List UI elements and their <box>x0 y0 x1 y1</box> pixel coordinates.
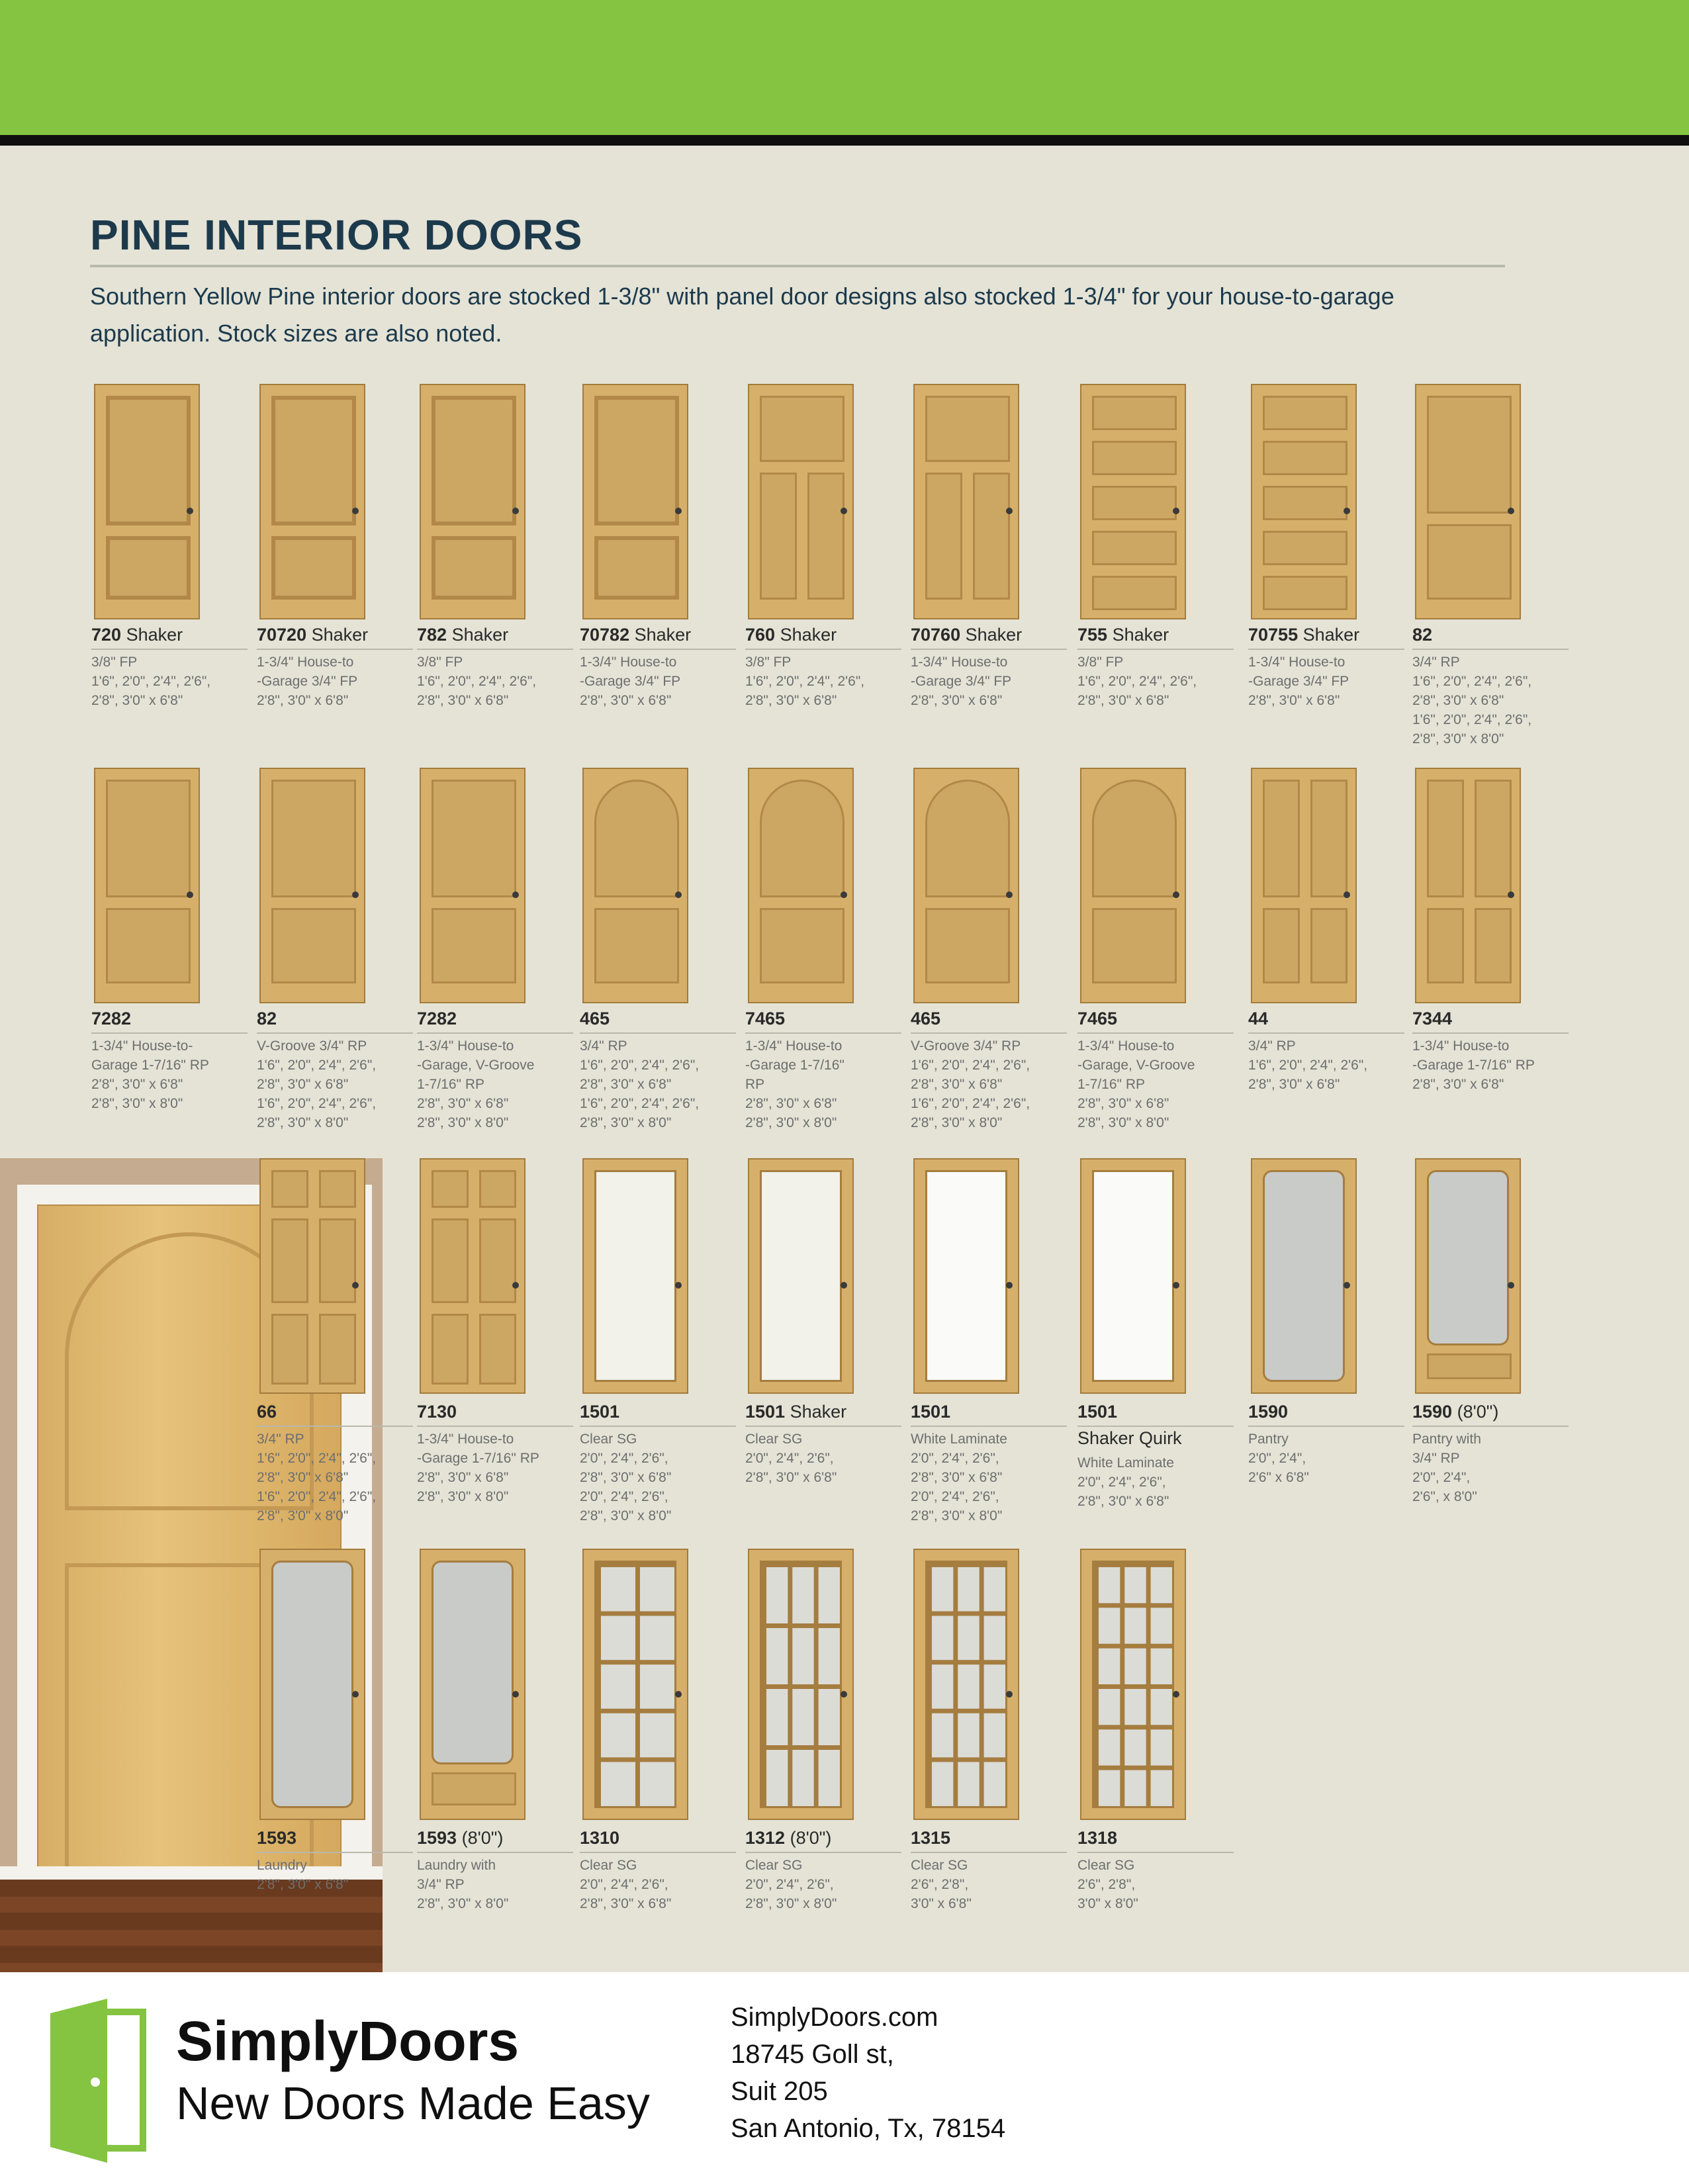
door-divider <box>1248 649 1404 650</box>
door-model <box>257 1402 416 1422</box>
door-image <box>420 768 525 1003</box>
door-divider <box>745 1426 901 1427</box>
door-model <box>911 625 1070 645</box>
door-divider <box>257 1032 413 1034</box>
door-specs: 1-3/4" House-to -Garage 1-7/16" RP 2'8", 3'0" x 6'8" 2'8", 3'0" x 8'0" <box>417 1432 539 1504</box>
door-model <box>257 625 416 645</box>
door-specs: White Laminate 2'0", 2'4", 2'6", 2'8", 3'0" x 6'8" 2'0", 2'4", 2'6", 2'8", 3'0" x 8'0" <box>911 1432 1007 1524</box>
door-subtitle: Shaker Quirk <box>1077 1428 1182 1448</box>
door-specs: Clear SG 2'6", 2'8", 3'0" x 8'0" <box>1077 1858 1138 1911</box>
door-specs: Clear SG 2'0", 2'4", 2'6", 2'8", 3'0" x 6'8" <box>580 1858 672 1911</box>
door-model-suffix: Shaker <box>965 625 1023 645</box>
title-divider <box>90 265 1505 267</box>
door-image <box>582 384 688 619</box>
door-divider <box>911 649 1067 650</box>
door-image <box>1415 1158 1521 1394</box>
door-model-number: 70720 <box>257 625 307 645</box>
page-title: PINE INTERIOR DOORS <box>90 211 583 259</box>
door-specs: 1-3/4" House-to -Garage 1-7/16" RP 2'8", 3'0" x 6'8" <box>1412 1038 1535 1092</box>
door-image <box>259 1158 365 1394</box>
door-divider <box>1077 649 1234 650</box>
door-specs: V-Groove 3/4" RP 1'6", 2'0", 2'4", 2'6", 2'8", 3'0" x 6'8" 1'6", 2'0", 2'4", 2'6", 2'8", 3'0" x 8'0" <box>911 1038 1030 1130</box>
door-specs: 3/4" RP 1'6", 2'0", 2'4", 2'6", 2'8", 3'0" x 6'8" <box>1248 1038 1368 1092</box>
door-specs: 1-3/4" House-to -Garage 3/4" FP 2'8", 3'0" x 6'8" <box>580 655 681 708</box>
door-image <box>582 768 688 1003</box>
door-specs: Clear SG 2'0", 2'4", 2'6", 2'8", 3'0" x 6'8" <box>745 1432 837 1485</box>
door-image <box>913 1158 1019 1394</box>
door-image <box>582 1549 688 1820</box>
door-model-number: 1312 <box>745 1828 786 1848</box>
door-specs: V-Groove 3/4" RP 1'6", 2'0", 2'4", 2'6", 2'8", 3'0" x 6'8" 1'6", 2'0", 2'4", 2'6", 2'8", 3'0" x 8'0" <box>257 1038 377 1130</box>
door-model-suffix: Shaker <box>634 625 692 645</box>
door-model-number: 7465 <box>745 1009 786 1028</box>
top-green-band <box>0 0 1689 135</box>
door-model-number: 755 <box>1077 625 1108 645</box>
door-model <box>91 1009 250 1029</box>
door-specs: 1-3/4" House-to- Garage 1-7/16" RP 2'8", 3'0" x 6'8" 2'8", 3'0" x 8'0" <box>91 1038 209 1111</box>
door-model-number: 70755 <box>1248 625 1299 645</box>
door-model-number: 82 <box>1412 625 1433 645</box>
door-model <box>745 625 904 645</box>
intro-paragraph: Southern Yellow Pine interior doors are stocked 1-3/8" with panel door designs also stocked 1-3/4" for your house-to-garage application. Stock sizes are also noted. <box>90 283 1394 347</box>
door-model-suffix: Shaker <box>1112 625 1169 645</box>
door-model-suffix: (8'0") <box>1457 1402 1499 1422</box>
door-divider <box>745 649 901 650</box>
door-model <box>417 1828 576 1848</box>
door-specs: Laundry with 3/4" RP 2'8", 3'0" x 8'0" <box>417 1858 509 1911</box>
door-image <box>748 768 854 1003</box>
door-model-suffix: Shaker <box>790 1402 847 1422</box>
door-model-suffix: Shaker <box>451 625 509 645</box>
door-model-number: 70782 <box>580 625 630 645</box>
door-model-number: 782 <box>417 625 447 645</box>
door-model <box>257 1828 416 1848</box>
address-street: 18745 Goll st, <box>731 2040 894 2069</box>
door-divider <box>580 1852 736 1853</box>
door-specs: 1-3/4" House-to -Garage 3/4" FP 2'8", 3'0" x 6'8" <box>911 655 1012 708</box>
address-suite: Suit 205 <box>731 2077 828 2106</box>
door-model-suffix: Shaker <box>311 625 369 645</box>
door-model <box>580 1402 739 1422</box>
door-specs: 3/4" RP 1'6", 2'0", 2'4", 2'6", 2'8", 3'0" x 6'8" 1'6", 2'0", 2'4", 2'6", 2'8", 3'0" x 8'0" <box>257 1432 377 1524</box>
door-model-number: 1315 <box>911 1828 951 1848</box>
door-image <box>1415 768 1521 1003</box>
website-link[interactable]: SimplyDoors.com <box>731 2003 938 2032</box>
door-model <box>1077 1402 1236 1422</box>
door-divider <box>911 1032 1067 1034</box>
door-model <box>745 1009 904 1029</box>
door-image <box>420 1549 525 1820</box>
door-model <box>580 1009 739 1029</box>
door-model <box>1412 1402 1571 1422</box>
door-model-suffix: (8'0") <box>790 1828 832 1848</box>
door-image <box>748 384 854 619</box>
door-divider <box>1248 1032 1404 1034</box>
address-city: San Antonio, Tx, 78154 <box>731 2114 1006 2143</box>
door-model <box>417 1009 576 1029</box>
door-logo-icon <box>46 1997 152 2163</box>
door-specs: Clear SG 2'0", 2'4", 2'6", 2'8", 3'0" x 6'8" 2'0", 2'4", 2'6", 2'8", 3'0" x 8'0" <box>580 1432 672 1524</box>
door-image <box>420 384 525 619</box>
door-specs: 3/4" RP 1'6", 2'0", 2'4", 2'6", 2'8", 3'0" x 6'8" 1'6", 2'0", 2'4", 2'6", 2'8", 3'0" x 8'0" <box>580 1038 700 1130</box>
door-image <box>94 768 200 1003</box>
door-model <box>417 1402 576 1422</box>
top-black-rule <box>0 135 1689 146</box>
door-specs: Pantry 2'0", 2'4", 2'6" x 6'8" <box>1248 1432 1309 1485</box>
door-image <box>259 384 365 619</box>
door-divider <box>911 1426 1067 1427</box>
door-divider <box>257 1426 413 1427</box>
door-model <box>257 1009 416 1029</box>
door-image <box>913 384 1019 619</box>
door-model <box>91 625 250 645</box>
door-image <box>1080 1549 1186 1820</box>
door-model-number: 7282 <box>91 1009 132 1028</box>
door-model-number: 66 <box>257 1402 277 1422</box>
door-divider <box>1412 1032 1569 1034</box>
door-divider <box>580 1032 736 1034</box>
door-model <box>1248 1009 1407 1029</box>
door-divider <box>91 1032 248 1034</box>
door-divider <box>1077 1032 1234 1034</box>
door-model <box>911 1009 1070 1029</box>
door-image <box>1080 384 1186 619</box>
door-image <box>913 1549 1019 1820</box>
door-specs: White Laminate 2'0", 2'4", 2'6", 2'8", 3'0" x 6'8" <box>1077 1455 1174 1509</box>
door-divider <box>1077 1852 1234 1853</box>
door-model-number: 82 <box>257 1009 277 1028</box>
door-model-number: 70760 <box>911 625 961 645</box>
door-model-number: 1593 <box>257 1828 297 1848</box>
door-model-number: 7130 <box>417 1402 457 1422</box>
door-image <box>1251 768 1357 1003</box>
door-model <box>1077 625 1236 645</box>
door-divider <box>417 1032 573 1034</box>
door-image <box>748 1549 854 1820</box>
door-specs: 3/8" FP 1'6", 2'0", 2'4", 2'6", 2'8", 3'0" x 6'8" <box>91 655 211 708</box>
door-image <box>1251 1158 1357 1394</box>
door-image <box>748 1158 854 1394</box>
door-model-number: 1590 <box>1248 1402 1289 1422</box>
door-image <box>1080 1158 1186 1394</box>
door-specs: 1-3/4" House-to -Garage 3/4" FP 2'8", 3'0" x 6'8" <box>257 655 358 708</box>
door-model <box>1412 625 1571 645</box>
door-specs: Pantry with 3/4" RP 2'0", 2'4", 2'6", x 8'0" <box>1412 1432 1481 1504</box>
door-model <box>417 625 576 645</box>
door-model-number: 720 <box>91 625 122 645</box>
door-image <box>1415 384 1521 619</box>
door-model-number: 7282 <box>417 1009 457 1028</box>
door-model-number: 760 <box>745 625 776 645</box>
door-model-number: 1501 <box>1077 1402 1118 1422</box>
door-image <box>259 1549 365 1820</box>
door-model-number: 1501 <box>580 1402 620 1422</box>
door-specs: Clear SG 2'0", 2'4", 2'6", 2'8", 3'0" x 8'0" <box>745 1858 837 1911</box>
door-specs: 1-3/4" House-to -Garage, V-Groove 1-7/16" RP 2'8", 3'0" x 6'8" 2'8", 3'0" x 8'0" <box>417 1038 535 1130</box>
door-model <box>911 1402 1070 1422</box>
door-specs: 1-3/4" House-to -Garage 3/4" FP 2'8", 3'0" x 6'8" <box>1248 655 1349 708</box>
door-model-number: 7465 <box>1077 1009 1118 1028</box>
door-divider <box>1248 1426 1404 1427</box>
door-image <box>1251 384 1357 619</box>
door-model-number: 44 <box>1248 1009 1269 1028</box>
door-model-number: 1590 <box>1412 1402 1453 1422</box>
door-model-number: 1593 <box>417 1828 457 1848</box>
brand-tagline: New Doors Made Easy <box>176 2077 650 2129</box>
door-divider <box>1077 1426 1234 1427</box>
door-model <box>911 1828 1070 1848</box>
door-specs: 1-3/4" House-to -Garage 1-7/16" RP 2'8", 3'0" x 6'8" 2'8", 3'0" x 8'0" <box>745 1038 844 1130</box>
door-divider <box>417 649 573 650</box>
door-model <box>1412 1009 1571 1029</box>
door-divider <box>911 1852 1067 1853</box>
door-model <box>745 1402 904 1422</box>
door-divider <box>745 1852 901 1853</box>
door-model-number: 1501 <box>745 1402 786 1422</box>
door-specs: 3/8" FP 1'6", 2'0", 2'4", 2'6", 2'8", 3'0" x 6'8" <box>417 655 537 708</box>
door-divider <box>257 649 413 650</box>
door-model <box>580 625 739 645</box>
door-image <box>913 768 1019 1003</box>
door-model-suffix: Shaker <box>780 625 837 645</box>
door-divider <box>745 1032 901 1034</box>
door-model <box>745 1828 904 1848</box>
door-model-number: 7344 <box>1412 1009 1453 1028</box>
door-model <box>1077 1828 1236 1848</box>
door-divider <box>580 649 736 650</box>
door-image <box>94 384 200 619</box>
door-divider <box>580 1426 736 1427</box>
door-image <box>259 768 365 1003</box>
door-model-number: 1318 <box>1077 1828 1118 1848</box>
door-specs: 3/8" FP 1'6", 2'0", 2'4", 2'6", 2'8", 3'0" x 6'8" <box>745 655 865 708</box>
door-specs: Laundry 2'8", 3'0" x 6'8" <box>257 1858 349 1892</box>
door-divider <box>417 1426 573 1427</box>
door-model <box>1248 625 1407 645</box>
door-divider <box>1412 649 1569 650</box>
door-model <box>1077 1009 1236 1029</box>
door-model-suffix: Shaker <box>1302 625 1360 645</box>
door-specs: 1-3/4" House-to -Garage, V-Groove 1-7/16" RP 2'8", 3'0" x 6'8" 2'8", 3'0" x 8'0" <box>1077 1038 1195 1130</box>
door-model-number: 465 <box>580 1009 610 1028</box>
door-model-number: 1310 <box>580 1828 620 1848</box>
door-specs: 3/8" FP 1'6", 2'0", 2'4", 2'6", 2'8", 3'0" x 6'8" <box>1077 655 1197 708</box>
door-model-number: 1501 <box>911 1402 951 1422</box>
brand-name: SimplyDoors <box>176 2010 520 2072</box>
door-model <box>580 1828 739 1848</box>
door-model-suffix: (8'0") <box>461 1828 504 1848</box>
door-divider <box>1412 1426 1569 1427</box>
door-specs: Clear SG 2'6", 2'8", 3'0" x 6'8" <box>911 1858 972 1911</box>
door-specs: 3/4" RP 1'6", 2'0", 2'4", 2'6", 2'8", 3'0" x 6'8" 1'6", 2'0", 2'4", 2'6", 2'8", 3'0" x 8'0" <box>1412 655 1532 747</box>
door-divider <box>91 649 248 650</box>
door-divider <box>417 1852 573 1853</box>
door-divider <box>257 1852 413 1853</box>
door-image <box>1080 768 1186 1003</box>
door-model <box>1248 1402 1407 1422</box>
door-image <box>420 1158 525 1394</box>
door-model-number: 465 <box>911 1009 941 1028</box>
door-model-suffix: Shaker <box>126 625 183 645</box>
door-image <box>582 1158 688 1394</box>
